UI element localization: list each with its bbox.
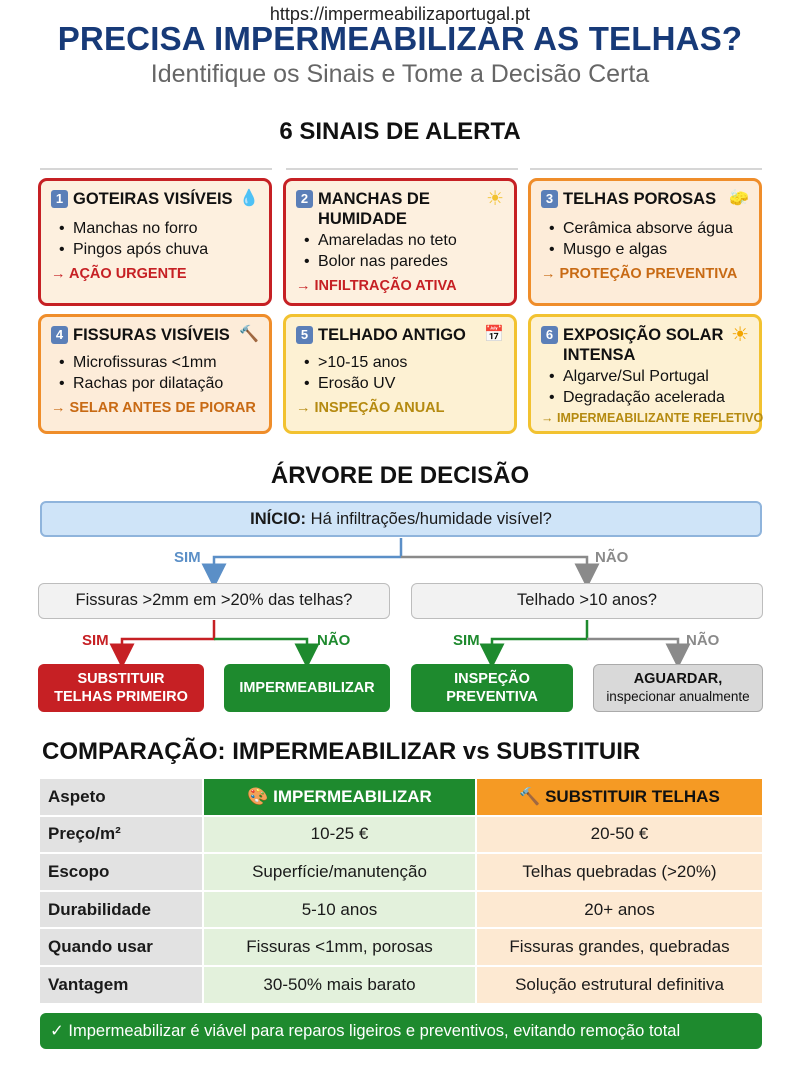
outcome-line: INSPEÇÃO [454,671,530,687]
yes-label: SIM [174,549,201,566]
outcome-line: AGUARDAR, [633,671,723,687]
cell-waterproof: 5-10 anos [202,892,475,930]
sponge-icon: 🧽 [729,190,749,207]
table-row [40,817,762,855]
no-label: NÃO [686,632,720,649]
card-title: GOTEIRAS VISÍVEIS [73,190,233,208]
row-label: Escopo [40,854,202,892]
row-label: Durabilidade [40,892,202,930]
card-bullet: • Algarve/Sul Portugal [555,367,749,388]
comparison-table [40,779,762,1005]
card-bullet: • Microfissuras <1mm [65,353,259,374]
start-label: INÍCIO: [250,510,307,528]
question-right-box: Telhado >10 anos? [411,583,763,619]
number-badge: 1 [51,190,68,208]
outcome-line: IMPERMEABILIZAR [239,680,375,696]
number-badge: 6 [541,326,558,344]
table-row [40,929,762,967]
card-action: → PROTEÇÃO PREVENTIVA [541,266,738,282]
decision-tree-title: ÁRVORE DE DECISÃO [270,462,530,489]
calendar-icon: 📅 [484,326,504,343]
card-bullet: • Musgo e algas [555,240,749,261]
card-title: FISSURAS VISÍVEIS [73,326,230,344]
table-header-row [40,779,762,817]
header-replace: 🔨 SUBSTITUIR TELHAS [475,779,762,817]
row-label: Quando usar [40,929,202,967]
card-title: MANCHAS DE HUMIDADE [318,190,430,228]
hammer-icon: 🔨 [239,326,259,343]
cell-replace: Telhas quebradas (>20%) [475,854,762,892]
card-bullet: • Rachas por dilatação [65,374,259,395]
card-action: → SELAR ANTES DE PIORAR [51,400,256,416]
card-action: → INFILTRAÇÃO ATIVA [296,278,457,294]
yes-label: SIM [82,632,109,649]
card-title: EXPOSIÇÃO SOLAR INTENSA [563,326,724,364]
sun-icon: ☀ [731,324,749,346]
card-action: → INSPEÇÃO ANUAL [296,400,445,416]
outcome-line: TELHAS PRIMEIRO [54,689,188,705]
card-bullet: • Manchas no forro [65,219,259,240]
card-title: TELHADO ANTIGO [318,326,466,344]
conclusion-banner: ✓ Impermeabilizar é viável para reparos ligeiros e preventivos, evitando remoção total [40,1013,762,1049]
outcome-line: SUBSTITUIR [77,671,165,687]
card-bullet: • Pingos após chuva [65,240,259,261]
number-badge: 2 [296,190,313,208]
card-action: → IMPERMEABILIZANTE REFLETIVO [541,411,764,425]
cell-replace: Fissuras grandes, quebradas [475,929,762,967]
cell-replace: 20+ anos [475,892,762,930]
card-bullet: • >10-15 anos [310,353,504,374]
header-aspect: Aspeto [40,779,202,817]
row-label: Preço/m² [40,817,202,855]
table-row [40,892,762,930]
outcome-replace-tiles [38,664,204,712]
header-waterproof: 🎨 IMPERMEABILIZAR [202,779,475,817]
card-bullet: • Cerâmica absorve água [555,219,749,240]
comparison-title: COMPARAÇÃO: IMPERMEABILIZAR vs SUBSTITUIR [42,738,641,765]
number-badge: 4 [51,326,68,344]
start-question: Há infiltrações/humidade visível? [306,510,552,528]
cell-replace: 20-50 € [475,817,762,855]
row-label: Vantagem [40,967,202,1005]
yes-label: SIM [453,632,480,649]
page-title: PRECISA IMPERMEABILIZAR AS TELHAS? [57,20,743,57]
table-row [40,854,762,892]
outcome-wait [593,664,763,712]
number-badge: 3 [541,190,558,208]
droplet-icon: 💧 [239,190,259,207]
outcome-preventive-inspection [411,664,573,712]
cell-waterproof: Fissuras <1mm, porosas [202,929,475,967]
cell-waterproof: 30-50% mais barato [202,967,475,1005]
source-url: https://impermeabilizaportugal.pt [269,4,531,24]
cell-replace: Solução estrutural definitiva [475,967,762,1005]
card-action: → AÇÃO URGENTE [51,266,187,282]
card-bullet: • Degradação acelerada [555,388,749,409]
no-label: NÃO [317,632,351,649]
page-subtitle: Identifique os Sinais e Tome a Decisão Certa [150,60,650,88]
card-bullet: • Amareladas no teto [310,231,504,252]
question-left-box: Fissuras >2mm em >20% das telhas? [38,583,390,619]
cell-waterproof: Superfície/manutenção [202,854,475,892]
card-title: TELHAS POROSAS [563,190,717,208]
card-bullet: • Bolor nas paredes [310,252,504,273]
table-row [40,967,762,1005]
signals-title: 6 SINAIS DE ALERTA [279,118,521,145]
outcome-line: PREVENTIVA [446,689,538,705]
no-label: NÃO [595,549,629,566]
sun-cloud-icon: ☀ [486,188,504,210]
outcome-waterproof [224,664,390,712]
card-bullet: • Erosão UV [310,374,504,395]
cell-waterproof: 10-25 € [202,817,475,855]
outcome-subline: inspecionar anualmente [606,689,750,704]
number-badge: 5 [296,326,313,344]
